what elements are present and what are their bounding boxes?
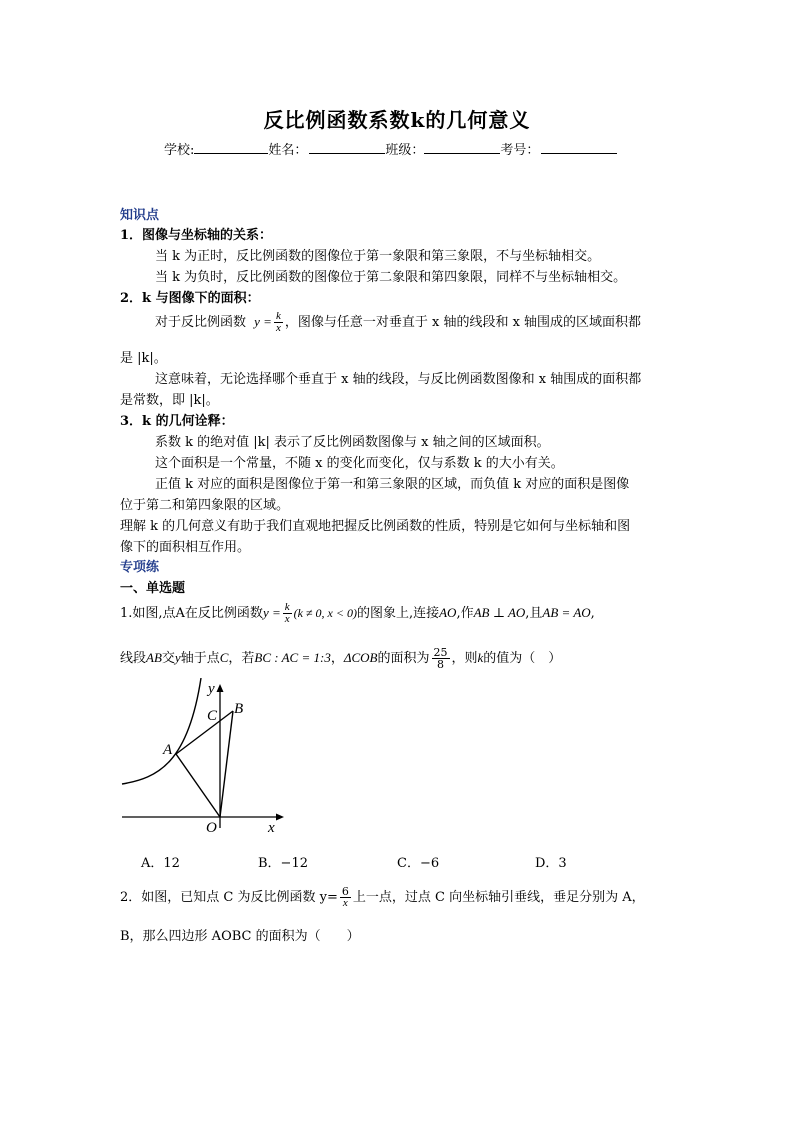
q1-text-b: 的图象上,连接 xyxy=(356,606,440,621)
label-x: x xyxy=(268,820,275,836)
s2-title: 2．k 与图像下的面积： xyxy=(120,291,260,306)
s2-line3: 这意味着，无论选择哪个垂直于 x 轴的线段，与反比例函数图像和 x 轴围成的面积都 xyxy=(155,372,642,387)
q1-text-e: , xyxy=(590,606,595,621)
q1-area-den: 8 xyxy=(437,658,444,671)
school-field[interactable] xyxy=(194,140,268,154)
s3-line1: 系数 k 的绝对值 |k| 表示了反比例函数图像与 x 轴之间的区域面积。 xyxy=(155,435,550,450)
q1-x: x xyxy=(284,613,290,625)
q1-l2-f: 的面积为 xyxy=(377,651,430,666)
q2-den: x xyxy=(342,897,348,909)
q1-area-fraction xyxy=(432,647,450,670)
school-label: 学校: xyxy=(164,143,195,158)
q1-l2-g: ，则 xyxy=(451,651,478,666)
q1-k: k xyxy=(284,601,290,613)
student-info-row xyxy=(164,139,617,158)
exam-no-label: 考号： xyxy=(500,143,540,158)
s1-title: 1．图像与坐标轴的关系： xyxy=(120,228,273,243)
q1-l2-b: 交 xyxy=(161,651,175,666)
q2-text-a: 2．如图，已知点 C 为反比例函数 y= xyxy=(120,890,338,905)
knowledge-heading: 知识点 xyxy=(120,208,160,223)
s2-line1 xyxy=(155,311,641,334)
q1-figure xyxy=(118,678,288,838)
class-label: 班级： xyxy=(385,143,425,158)
q1-text-c: ,作 xyxy=(456,606,474,621)
section-single-choice: 一、单选题 xyxy=(120,581,186,596)
label-B: B xyxy=(234,701,244,717)
label-O: O xyxy=(206,820,217,836)
q1-l2-y: y xyxy=(174,650,181,665)
segment-AB xyxy=(176,711,233,754)
q1-perp: AB ⊥ AO xyxy=(473,605,526,620)
q1-option-d[interactable]: D．3 xyxy=(535,856,567,871)
s3-line4: 位于第二和第四象限的区域。 xyxy=(120,498,290,513)
q1-l2-a: 线段 xyxy=(120,651,147,666)
q2-line2: B，那么四边形 AOBC 的面积为（ ） xyxy=(120,929,360,944)
q1-line2 xyxy=(120,647,561,670)
segment-BO xyxy=(220,711,233,817)
s3-line5: 理解 k 的几何意义有助于我们直观地把握反比例函数的性质，特别是它如何与坐标轴和图 xyxy=(120,519,631,534)
s2-formula-x: x xyxy=(275,322,281,334)
q1-option-a[interactable]: A．12 xyxy=(141,856,180,871)
s2-line1-post: ，图像与任意一对垂直于 x 轴的线段和 x 轴围成的区域面积都 xyxy=(284,315,642,330)
s3-line6: 像下的面积相互作用。 xyxy=(120,540,251,555)
s2-line1-pre: 对于反比例函数 xyxy=(155,315,247,330)
q1-l2-c: 轴于点 xyxy=(180,651,220,666)
s3-line3: 正值 k 对应的面积是图像位于第一和第三象限的区域，而负值 k 对应的面积是图像 xyxy=(155,477,630,492)
s1-line1: 当 k 为正时，反比例函数的图像位于第一象限和第三象限，不与坐标轴相交。 xyxy=(155,249,601,264)
q1-fraction xyxy=(283,602,292,625)
s3-line2: 这个面积是一个常量，不随 x 的变化而变化，仅与系数 k 的大小有关。 xyxy=(155,456,564,471)
s2-formula-fraction xyxy=(274,311,283,334)
q1-option-b[interactable]: B．−12 xyxy=(258,856,308,871)
exam-no-field[interactable] xyxy=(541,140,617,154)
q1-l2-k: k xyxy=(477,650,484,665)
q1-y: y = xyxy=(262,605,281,620)
label-C: C xyxy=(207,708,218,724)
q1-l2-tri: ΔCOB xyxy=(343,650,378,665)
s2-formula-k: k xyxy=(275,310,281,322)
page-title: 反比例函数系数k的几何意义 xyxy=(263,108,531,132)
q1-text-d: ,且 xyxy=(525,606,543,621)
q2-num: 6 xyxy=(341,885,349,898)
s1-line2: 当 k 为负时，反比例函数的图像位于第二象限和第四象限，同样不与坐标轴相交。 xyxy=(155,270,627,285)
s3-title: 3．k 的几何诠释： xyxy=(120,414,234,429)
x-axis-arrow xyxy=(276,814,284,821)
label-A: A xyxy=(163,742,173,758)
q1-ao: AO xyxy=(439,605,457,620)
q1-l2-cpt: C xyxy=(219,650,229,665)
q1-l2-d: ，若 xyxy=(228,651,255,666)
q1-l2-e: ， xyxy=(330,651,344,666)
name-field[interactable] xyxy=(309,140,385,154)
s2-line4: 是常数，即 |k|。 xyxy=(120,393,219,408)
s2-line2: 是 |k|。 xyxy=(120,351,167,366)
y-axis-arrow xyxy=(217,684,224,692)
q1-l2-h: 的值为（ ） xyxy=(483,651,562,666)
q2-line1 xyxy=(120,886,645,909)
q1-condition: (k ≠ 0, x < 0) xyxy=(293,606,357,620)
class-field[interactable] xyxy=(424,140,500,154)
s2-formula-y: y = xyxy=(254,314,272,329)
q1-area-num: 25 xyxy=(433,646,448,659)
segment-AO xyxy=(176,754,220,817)
label-y: y xyxy=(208,681,215,697)
q1-line1 xyxy=(120,602,595,625)
q1-l2-ab: AB xyxy=(146,650,162,665)
q1-option-c[interactable]: C．−6 xyxy=(397,856,440,871)
q1-eq: AB = AO xyxy=(542,605,591,620)
name-label: 姓名： xyxy=(268,143,308,158)
practice-heading: 专项练 xyxy=(120,560,160,575)
q2-fraction xyxy=(340,886,351,909)
hyperbola-curve xyxy=(122,678,201,784)
q2-text-b: 上一点，过点 C 向坐标轴引垂线，垂足分别为 A， xyxy=(352,890,645,905)
q1-l2-ratio: BC : AC = 1:3 xyxy=(254,650,331,665)
q1-text-a: 1.如图,点A在反比例函数 xyxy=(120,606,263,621)
